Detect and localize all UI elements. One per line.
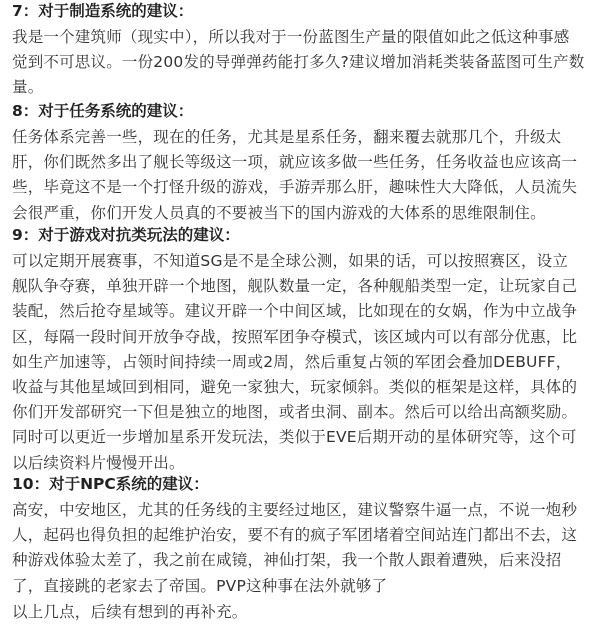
text-line: 舰队争夺赛，单独开辟一个地图，舰队数量一定，各种舰船类型一定，让玩家自己 <box>12 277 578 296</box>
section-body <box>12 249 605 476</box>
text-line: 区，每隔一段时间开放争夺战，按照军团争夺模式，该区域内可以有部分优惠，比 <box>12 327 578 346</box>
text-line: 觉到不可思议。一份200发的导弹弹药能打多久?建议增加消耗类装备蓝图可生产数 <box>12 53 585 72</box>
text-line: 会很严重，你们开发人员真的不要被当下的国内游戏的大体系的思维限制住。 <box>12 203 546 222</box>
section-pvp <box>12 224 605 476</box>
section-heading: 9：对于游戏对抗类玩法的建议： <box>12 226 240 244</box>
text-line: 些，毕竟这不是一个打怪升级的游戏，手游弄那么肝，趣味性大大降低，人员流失 <box>12 178 578 197</box>
closing-remark: 以上几点，后续有想到的再补充。 <box>12 603 248 621</box>
section-body <box>12 25 605 101</box>
text-line: 量。 <box>12 78 44 97</box>
text-line: 人，起码也得负担的起维护治安，要不有的疯子军团堵着空间站连门都出不去，这 <box>12 526 578 545</box>
section-npc <box>12 473 605 599</box>
section-manufacturing <box>12 0 605 101</box>
text-line: 高安，中安地区，尤其的任务线的主要经过地区，建议警察牛逼一点，不说一炮秒 <box>12 501 578 519</box>
section-heading: 8：对于任务系统的建议： <box>12 102 194 120</box>
section-heading: 10：对于NPC系统的建议： <box>12 475 209 493</box>
section-heading: 7：对于制造系统的建议： <box>12 2 194 20</box>
text-line: 种游戏体验太差了，我之前在咸镜，神仙打架，我一个散人跟着遭殃，后来没招 <box>12 551 562 570</box>
text-line: 收益与其他星域回到相同，避免一家独大，玩家倾斜。类似的框架是这样，具体的 <box>12 377 578 396</box>
text-line: 装配，然后抢夺星域等。建议开辟一个中间区域，比如现在的女娲，作为中立战争 <box>12 302 578 321</box>
text-line: 了，直接跳的老家去了帝国。PVP这种事在法外就够了 <box>12 576 388 595</box>
section-body <box>12 498 605 599</box>
text-line: 肝，你们既然多出了舰长等级这一项，就应该多做一些任务，任务收益也应该高一 <box>12 153 578 172</box>
text-line: 你们开发部研究一下但是独立的地图，或者虫洞、副本。然后可以给出高额奖励。 <box>12 403 578 422</box>
text-line: 同时可以更近一步增加星系开发玩法，类似于EVE后期开动的星体研究等，这个可 <box>12 428 577 447</box>
text-line: 我是一个建筑师（现实中），所以我对于一份蓝图生产量的限值如此之低这种事感 <box>12 28 570 46</box>
section-body <box>12 125 605 226</box>
text-line: 如生产加速等，占领时间持续一周或2周，然后重复占领的军团会叠加DEBUFF， <box>12 352 572 371</box>
section-mission <box>12 100 605 226</box>
text-line: 以后续资料片慢慢开出。 <box>12 453 185 472</box>
text-line: 任务体系完善一些，现在的任务，尤其是星系任务，翻来覆去就那几个，升级太 <box>12 128 562 146</box>
text-line: 可以定期开展赛事，不知道SG是不是全球公测，如果的话，可以按照赛区，设立 <box>12 252 569 270</box>
